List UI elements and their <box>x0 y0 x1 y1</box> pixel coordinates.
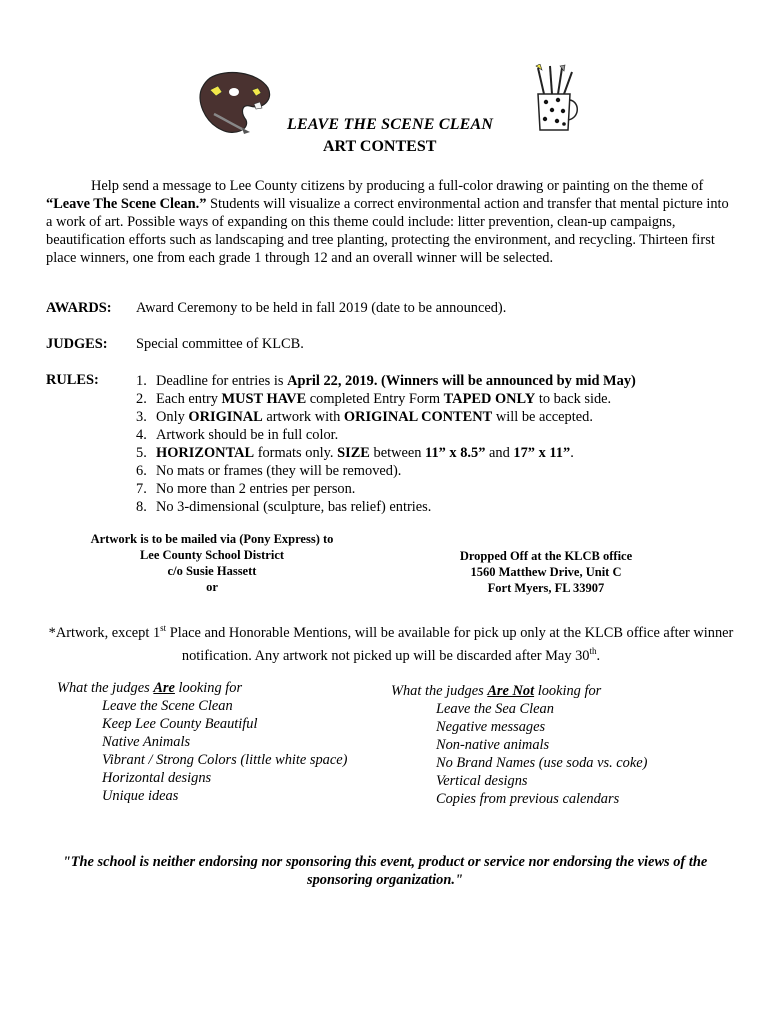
list-item: No Brand Names (use soda vs. coke) <box>436 755 648 771</box>
intro-paragraph <box>46 177 736 267</box>
list-item: Leave the Scene Clean <box>102 698 233 714</box>
rules-list <box>136 372 636 516</box>
intro-before: Help send a message to Lee County citizens by producing a full-color drawing or painting on the theme of <box>91 178 704 194</box>
looking-for-heading: What the judges Are looking for <box>57 680 243 696</box>
judges-not-looking-for <box>391 682 647 808</box>
disclaimer: "The school is neither endorsing nor sponsoring this event, product or service nor endorsing the views of the sponsoring organization." <box>62 854 708 888</box>
rule-item: 5. HORIZONTAL formats only. SIZE between 11” x 8.5” and 17” x 11”. <box>136 445 574 461</box>
title-line-2: ART CONTEST <box>323 138 437 155</box>
intro-theme: “Leave The Scene Clean.” <box>46 196 207 212</box>
judges-looking-for <box>57 679 347 805</box>
title-line-1: LEAVE THE SCENE CLEAN <box>287 116 494 133</box>
awards-label: AWARDS: <box>46 300 112 316</box>
list-item: Keep Lee County Beautiful <box>102 716 258 732</box>
paintbrush-jar-icon <box>530 64 580 134</box>
judges-text: Special committee of KLCB. <box>136 336 304 352</box>
palette-icon <box>196 70 274 138</box>
mail-address-block: Artwork is to be mailed via (Pony Express) to Lee County School District c/o Susie Hassett or <box>90 532 334 594</box>
rule-item: 6. No mats or frames (they will be removed). <box>136 463 402 479</box>
list-item: Vibrant / Strong Colors (little white space) <box>102 752 348 768</box>
list-item: Vertical designs <box>436 773 528 789</box>
rules-label: RULES: <box>46 372 99 388</box>
list-item: Negative messages <box>436 719 546 735</box>
list-item: Copies from previous calendars <box>436 791 620 807</box>
rule-item: 7. No more than 2 entries per person. <box>136 481 356 497</box>
rule-item: 4. Artwork should be in full color. <box>136 427 339 443</box>
list-item: Native Animals <box>102 734 191 750</box>
list-item: Leave the Sea Clean <box>436 701 554 717</box>
list-item: Non-native animals <box>436 737 550 753</box>
not-looking-for-heading: What the judges Are Not looking for <box>391 683 602 699</box>
pickup-notice: *Artwork, except 1st Place and Honorable Mentions, will be available for pick up only at the KLCB office after winner notification. Any artwork not picked up will be discarded after May 30th. <box>48 623 734 664</box>
awards-text: Award Ceremony to be held in fall 2019 (date to be announced). <box>136 300 507 316</box>
rule-item: 1. Deadline for entries is April 22, 2019. (Winners will be announced by mid May) <box>136 373 636 389</box>
judges-label: JUDGES: <box>46 336 108 352</box>
list-item: Unique ideas <box>102 788 179 804</box>
rule-item: 2. Each entry MUST HAVE completed Entry Form TAPED ONLY to back side. <box>136 391 612 407</box>
list-item: Horizontal designs <box>102 770 212 786</box>
dropoff-address-block: Dropped Off at the KLCB office 1560 Matthew Drive, Unit C Fort Myers, FL 33907 <box>459 549 633 595</box>
rule-item: 3. Only ORIGINAL artwork with ORIGINAL CONTENT will be accepted. <box>136 409 593 425</box>
intro-after: Students will visualize a correct environmental action and transfer that mental picture into a work of art. Possible ways of expanding on this theme could include: litter prevention, clean-up campaigns, beautification efforts such as landscaping and tree planting, protecting the environment, and recycling. Thirteen first place winners, one from each grade 1 through 12 and an overall winner will be selected. <box>46 196 729 266</box>
rule-item: 8. No 3-dimensional (sculpture, bas relief) entries. <box>136 499 432 515</box>
